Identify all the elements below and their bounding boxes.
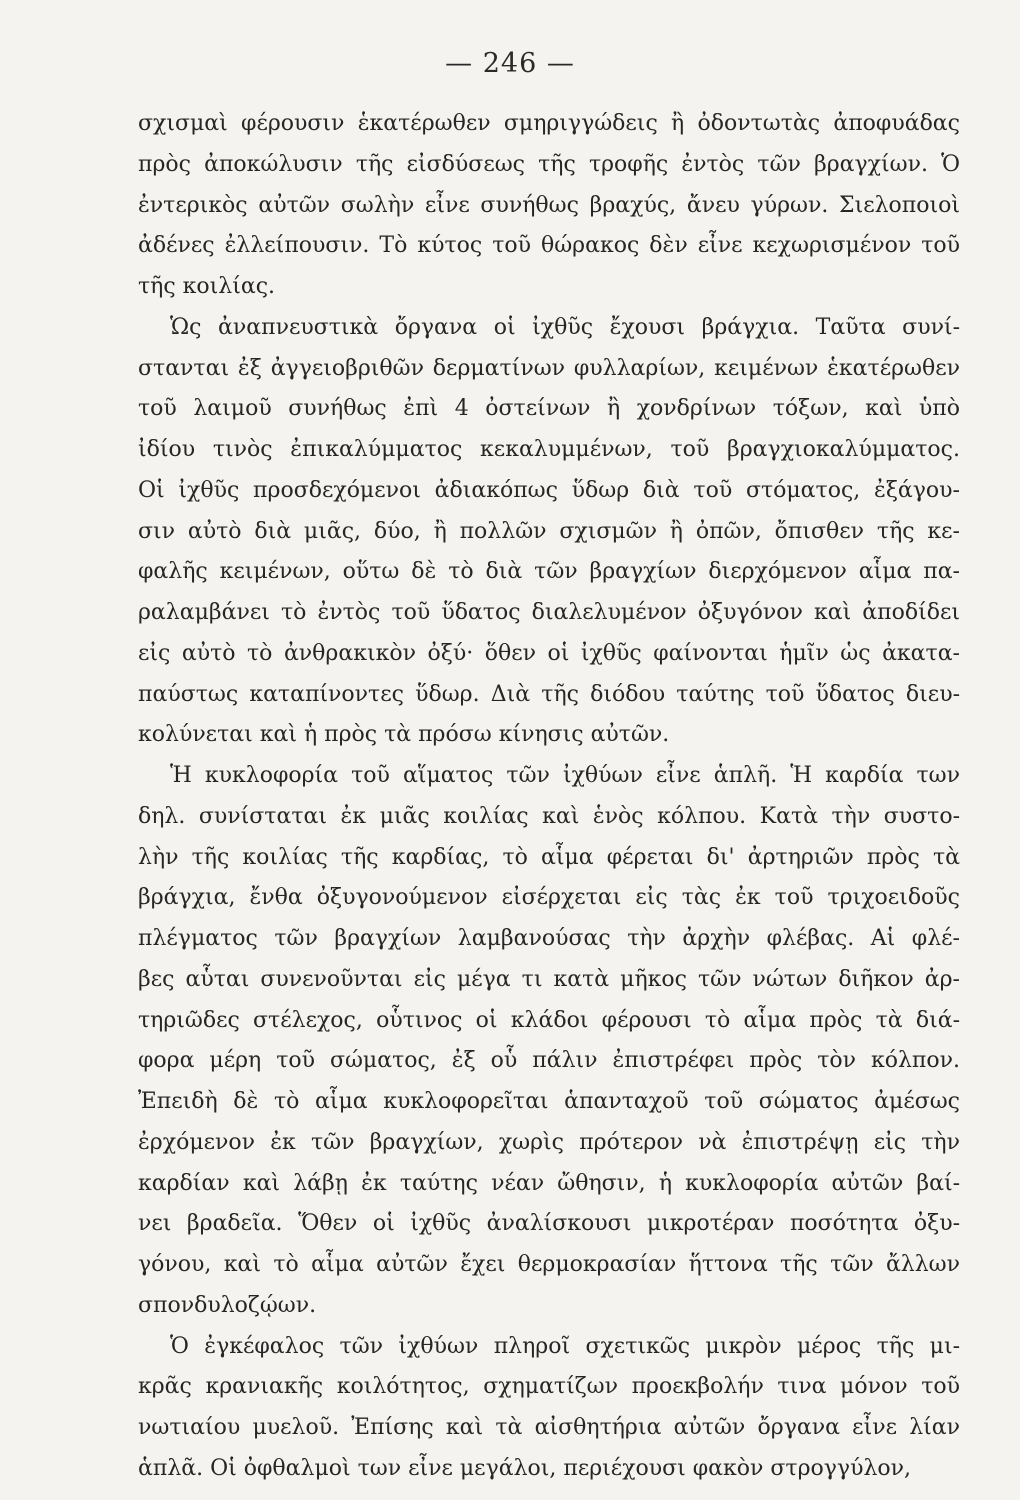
text-line: στανται ἐξ ἀγγειοβριθῶν δερματίνων φυλλαρίων, κειμένων ἑκατέρωθεν: [138, 355, 960, 381]
text-line: λὴν τῆς κοιλίας τῆς καρδίας, τὸ αἷμα φέρεται δι' ἀρτηριῶν πρὸς τὰ: [138, 844, 960, 870]
text-line: βράγχια, ἔνθα ὀξυγονούμενον εἰσέρχεται εἰς τὰς ἐκ τοῦ τριχοειδοῦς: [138, 885, 960, 911]
text-line: Ἡ κυκλοφορία τοῦ αἵματος τῶν ἰχθύων εἶνε ἁπλῆ. Ἡ καρδία των: [170, 763, 960, 788]
text-line: ἀδένες ἐλλείπουσιν. Τὸ κύτος τοῦ θώρακος δὲν εἶνε κεχωρισμένον τοῦ: [138, 233, 960, 259]
text-line: δηλ. συνίσταται ἐκ μιᾶς κοιλίας καὶ ἑνὸς κόλπου. Κατὰ τὴν συστο-: [138, 803, 960, 829]
text-line: κρᾶς κρανιακῆς κοιλότητος, σχηματίζων προεκβολήν τινα μόνον τοῦ: [138, 1374, 960, 1400]
text-line: σχισμαὶ φέρουσιν ἑκατέρωθεν σμηριγγώδεις ἢ ὀδοντωτὰς ἀποφυάδας: [138, 111, 960, 136]
text-line: ἁπλᾶ. Οἱ ὀφθαλμοὶ των εἶνε μεγάλοι, περιέχουσι φακὸν στρογγύλον,: [138, 1455, 911, 1481]
body-text: [138, 104, 960, 1490]
text-line: παύστως καταπίνοντες ὕδωρ. Διὰ τῆς διόδου ταύτης τοῦ ὕδατος διευ-: [138, 681, 960, 707]
text-line: βες αὗται συνενοῦνται εἰς μέγα τι κατὰ μῆκος τῶν νώτων διῆκον ἀρ-: [138, 966, 960, 992]
text-line: φαλῆς κειμένων, οὕτω δὲ τὸ διὰ τῶν βραγχίων διερχόμενον αἷμα πα-: [138, 559, 960, 585]
text-line: εἰς αὐτὸ τὸ ἀνθρακικὸν ὀξύ· ὅθεν οἱ ἰχθῦς φαίνονται ἡμῖν ὡς ἀκατα-: [138, 640, 960, 666]
text-line: Ὡς ἀναπνευστικὰ ὄργανα οἱ ἰχθῦς ἔχουσι βράγχια. Ταῦτα συνί-: [170, 314, 960, 340]
paragraph: [138, 308, 960, 756]
text-line: ραλαμβάνει τὸ ἐντὸς τοῦ ὕδατος διαλελυμένον ὀξυγόνον καὶ ἀποδίδει: [138, 600, 960, 625]
text-line: νει βραδεῖα. Ὅθεν οἱ ἰχθῦς ἀναλίσκουσι μικροτέραν ποσότητα ὀξυ-: [138, 1211, 960, 1237]
text-line: Ὁ ἐγκέφαλος τῶν ἰχθύων πληροῖ σχετικῶς μικρὸν μέρος τῆς μι-: [170, 1333, 960, 1359]
text-line: ἐντερικὸς αὐτῶν σωλὴν εἶνε συνήθως βραχύς, ἄνευ γύρων. Σιελοποιοὶ: [138, 192, 960, 218]
text-line: φορα μέρη τοῦ σώματος, ἐξ οὗ πάλιν ἐπιστρέφει πρὸς τὸν κόλπον.: [138, 1048, 960, 1074]
paragraph: [138, 1327, 960, 1490]
text-line: τοῦ λαιμοῦ συνήθως ἐπὶ 4 ὀστείνων ἢ χονδρίνων τόξων, καὶ ὑπὸ: [138, 396, 960, 422]
text-line: κολύνεται καὶ ἡ πρὸς τὰ πρόσω κίνησις αὐτῶν.: [138, 722, 670, 748]
text-line: Ἐπειδὴ δὲ τὸ αἷμα κυκλοφορεῖται ἁπανταχοῦ τοῦ σώματος ἀμέσως: [138, 1089, 960, 1114]
text-line: σιν αὐτὸ διὰ μιᾶς, δύο, ἢ πολλῶν σχισμῶν ἢ ὀπῶν, ὄπισθεν τῆς κε-: [138, 518, 960, 544]
page-number-header: — 246 —: [445, 48, 575, 79]
text-line: πρὸς ἀποκώλυσιν τῆς εἰσδύσεως τῆς τροφῆς ἐντὸς τῶν βραγχίων. Ὁ: [138, 151, 960, 177]
paragraph: [138, 756, 960, 1327]
text-line: τηριῶδες στέλεχος, οὗτινος οἱ κλάδοι φέρουσι τὸ αἷμα πρὸς τὰ διά-: [138, 1007, 960, 1033]
text-line: τῆς κοιλίας.: [138, 274, 276, 299]
text-line: πλέγματος τῶν βραγχίων λαμβανούσας τὴν ἀρχὴν φλέβας. Αἱ φλέ-: [138, 926, 960, 951]
text-line: καρδίαν καὶ λάβῃ ἐκ ταύτης νέαν ὤθησιν, ἡ κυκλοφορία αὐτῶν βαί-: [138, 1170, 960, 1196]
text-line: νωτιαίου μυελοῦ. Ἐπίσης καὶ τὰ αἰσθητήρια αὐτῶν ὄργανα εἶνε λίαν: [138, 1415, 960, 1440]
text-line: σπονδυλοζῴων.: [138, 1292, 317, 1318]
text-line: ἐρχόμενον ἐκ τῶν βραγχίων, χωρὶς πρότερον νὰ ἐπιστρέψῃ εἰς τὴν: [138, 1129, 960, 1155]
text-line: Οἱ ἰχθῦς προσδεχόμενοι ἀδιακόπως ὕδωρ διὰ τοῦ στόματος, ἐξάγου-: [138, 477, 960, 503]
text-line: γόνου, καὶ τὸ αἷμα αὐτῶν ἔχει θερμοκρασίαν ἥττονα τῆς τῶν ἄλλων: [138, 1252, 960, 1277]
paragraph: [138, 104, 960, 308]
text-line: ἰδίου τινὸς ἐπικαλύμματος κεκαλυμμένων, τοῦ βραγχιοκαλύμματος.: [138, 437, 960, 462]
